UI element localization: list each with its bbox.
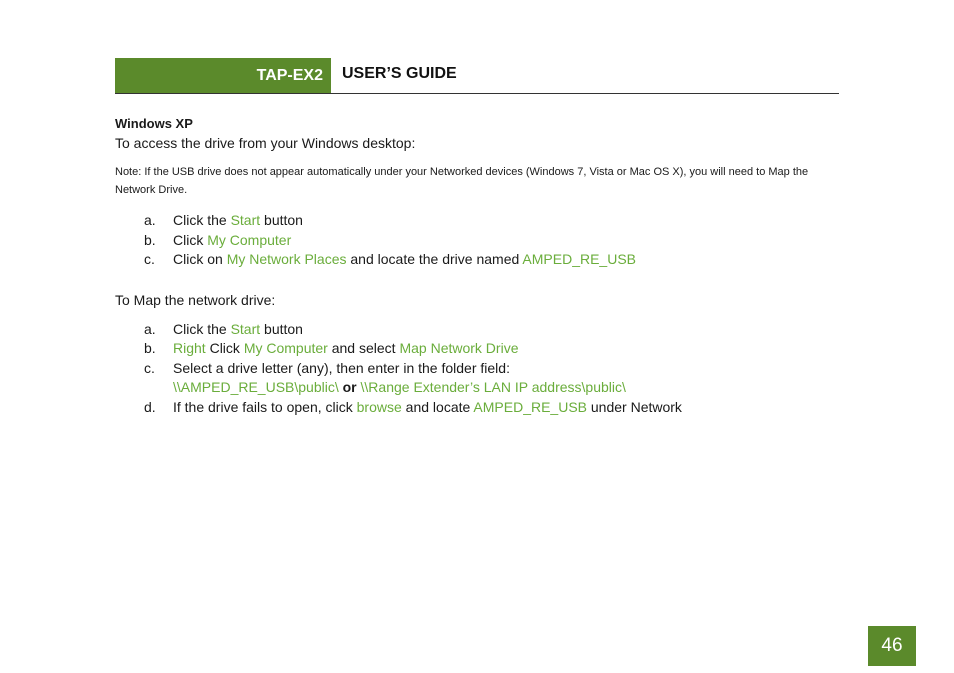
list-marker: c. (144, 359, 155, 376)
step-text-part: and locate (401, 398, 474, 415)
step-text (173, 320, 839, 340)
access-steps-list (115, 211, 839, 270)
step-text-part: Click (205, 340, 244, 356)
page-number: 46 (868, 626, 916, 666)
list-marker: d. (144, 398, 156, 415)
list-marker: b. (144, 340, 156, 356)
or-separator: or (338, 379, 361, 395)
my-computer-ref: My Computer (243, 340, 328, 356)
step-text (173, 250, 839, 270)
product-name: TAP-EX2 (256, 66, 323, 84)
page-content (115, 116, 839, 417)
step-text (173, 231, 839, 251)
list-marker: a. (144, 320, 156, 337)
header-divider (115, 93, 839, 94)
folder-path-1: \\AMPED_RE_USB\public\ (173, 379, 339, 395)
list-marker: a. (144, 212, 156, 228)
step-text-part: Click the (173, 320, 231, 337)
step-text (173, 359, 839, 398)
drive-name-ref: AMPED_RE_USB (473, 398, 587, 415)
guide-title: USER’S GUIDE (342, 65, 457, 82)
list-item (115, 231, 839, 251)
step-text (173, 211, 839, 231)
list-marker: c. (144, 251, 155, 267)
step-text-part: and locate the drive named (346, 251, 523, 267)
start-button-ref: Start (230, 320, 261, 337)
map-network-drive-ref: Map Network Drive (399, 340, 519, 356)
drive-name-ref: AMPED_RE_USB (522, 251, 636, 267)
step-text (173, 339, 839, 359)
list-item (115, 211, 839, 231)
step-text-part: button (260, 212, 303, 228)
list-item (115, 320, 839, 340)
step-text-part: If the drive fails to open, click (173, 398, 357, 415)
step-text (173, 398, 839, 418)
map-heading: To Map the network drive: (115, 291, 276, 308)
browse-ref: browse (356, 398, 402, 415)
start-button-ref: Start (230, 212, 261, 228)
step-text-part: button (260, 320, 303, 337)
section-heading: Windows XP (115, 116, 193, 131)
list-item (115, 398, 839, 418)
network-places-ref: My Network Places (226, 251, 347, 267)
step-text-part: Click (173, 231, 208, 248)
step-text-part: Select a drive letter (any), then enter in the folder field: (173, 359, 510, 376)
intro-text: To access the drive from your Windows desktop: (115, 135, 416, 151)
list-item (115, 250, 839, 270)
step-text-part: and select (327, 340, 400, 356)
folder-path-2: \\Range Extender’s LAN IP address\public\ (360, 379, 626, 395)
step-text-part: Click on (173, 251, 227, 267)
list-item (115, 359, 839, 398)
my-computer-ref: My Computer (207, 231, 292, 248)
right-click-ref: Right (173, 340, 206, 356)
list-marker: b. (144, 231, 156, 248)
step-text-part: under Network (587, 398, 682, 415)
header-bar (115, 58, 331, 93)
map-steps-list (115, 320, 839, 418)
note-text: Note: If the USB drive does not appear automatically under your Networked devices (Windows 7, Vista or Mac OS X), you will need to Map the Network Drive. (115, 166, 809, 196)
list-item (115, 339, 839, 359)
step-text-part: Click the (173, 212, 231, 228)
